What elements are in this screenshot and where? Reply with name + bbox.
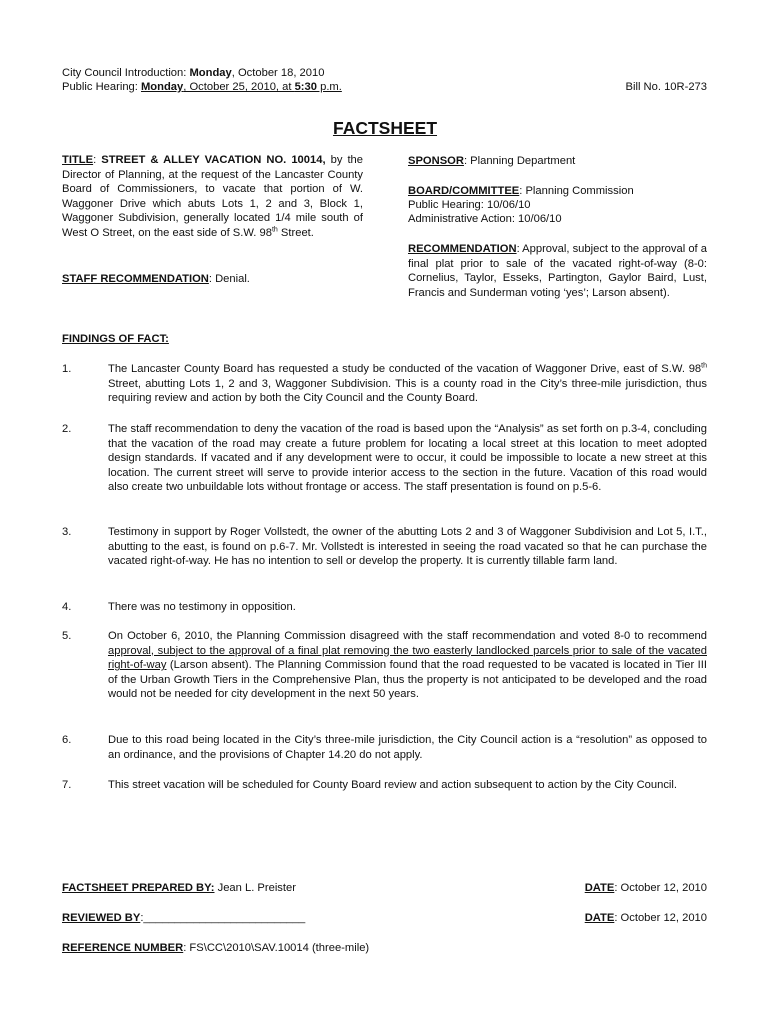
reviewed-by — [62, 911, 482, 926]
intro-day: Monday — [189, 67, 232, 79]
council-introduction-line — [62, 66, 462, 81]
prepared-by-value: Jean L. Preister — [214, 882, 296, 894]
intro-label: City Council Introduction: — [62, 67, 190, 79]
bill-number: Bill No. 10R-273 — [625, 81, 707, 93]
staff-recommendation — [62, 272, 363, 287]
prepared-by — [62, 881, 482, 896]
finding-number: 3. — [62, 526, 72, 538]
recommendation — [408, 242, 707, 300]
public-hearing-date: Public Hearing: 10/06/10 — [408, 199, 531, 211]
administrative-action-date: Administrative Action: 10/06/10 — [408, 213, 562, 225]
title-text-end: Street. — [277, 226, 314, 239]
page-title: FACTSHEET — [332, 118, 438, 138]
reference-number-value: : FS\CC\2010\SAV.10014 (three-mile) — [183, 942, 370, 954]
finding-text: The staff recommendation to deny the vacation of the road is based upon the “Analysis” as set forth on p.3-4, concluding that the vacation of the road may create a future problem for locating a local street at this location to meet adopted design standards. If vacated and if any development were to occur, it could be impossible to locate a new street at this location. The current street will serve to provide interior access to the section in the future. Vacation of this road would also create two unbuildable lots without frontage or access. The staff presentation is found on p.5-6. — [108, 423, 707, 494]
reviewed-by-label: REVIEWED BY — [62, 912, 141, 924]
board-committee — [408, 184, 707, 199]
title-bold: STREET & ALLEY VACATION NO. 10014, — [101, 154, 326, 166]
board-label: BOARD/COMMITTEE — [408, 185, 520, 197]
title-colon: : — [93, 154, 102, 166]
finding-text — [108, 362, 707, 406]
finding-number: 1. — [62, 363, 72, 375]
hearing-day: Monday — [140, 81, 184, 93]
intro-date: , October 18, 2010 — [231, 67, 325, 79]
recommendation-value: : Approval, subject to the approval of a final plat prior to sale of the vacated right-of-way (8-0: Cornelius, Taylor, Esseks, Partington, Gaylor Baird, Lust, Francis and Sunderman voting ‘yes’; Larson absent). — [408, 243, 707, 299]
reviewed-date — [560, 911, 707, 926]
reference-number-label: REFERENCE NUMBER — [62, 942, 184, 954]
finding-1-text-end: Street, abutting Lots 1, 2 and 3, Waggoner Subdivision. This is a county road in the City’s three-mile jurisdiction, thus requiring review and action by both the City Council and the County Board. — [108, 377, 707, 405]
finding-5-text: On October 6, 2010, the Planning Commission disagreed with the staff recommendation and voted 8-0 to recommend — [108, 630, 707, 642]
findings-heading: FINDINGS OF FACT: — [62, 333, 169, 345]
hearing-time: 5:30 — [294, 81, 317, 93]
finding-number: 2. — [62, 423, 72, 435]
staff-recommendation-label: STAFF RECOMMENDATION — [62, 273, 209, 285]
finding-text: There was no testimony in opposition. — [108, 601, 296, 613]
public-hearing-line — [62, 80, 462, 95]
finding-text — [108, 629, 707, 702]
finding-1-sup: th — [701, 362, 707, 370]
title-sup: th — [271, 226, 278, 234]
finding-number: 4. — [62, 601, 72, 613]
finding-5-underlined: approval, subject to the approval of a final plat removing the two easterly landlocked parcels prior to sale of the vacated right-of-way — [108, 644, 707, 672]
prepared-date — [560, 881, 707, 896]
title-text: by the Director of Planning, at the request of the Lancaster County Board of Commissioners, to vacate that portion of W. Waggoner Drive which abuts Lots 1, 2 and 3, Block 1, Waggoner Subdivision, generally located 1/4 mile south of West O Street, on the east side of S.W. 98 — [62, 154, 364, 239]
date-label: DATE — [584, 912, 615, 924]
date-value: : October 12, 2010 — [614, 912, 707, 924]
staff-recommendation-value: : Denial. — [208, 273, 250, 285]
sponsor-label: SPONSOR — [408, 155, 464, 167]
hearing-suffix: p.m. — [316, 81, 342, 93]
recommendation-label: RECOMMENDATION — [408, 243, 517, 255]
reviewed-by-value: :__________________________ — [140, 912, 306, 924]
finding-text: Testimony in support by Roger Vollstedt, the owner of the abutting Lots 2 and 3 of Waggoner Subdivision and Lot 5, I.T., abutting to the east, is found on p.6-7. Mr. Vollstedt is interested in seeing the road vacated so that he can purchase the vacated right-of-way. He has no intention to sell or develop the property. It is currently tillable farm land. — [108, 526, 707, 568]
date-label: DATE — [584, 882, 615, 894]
finding-number: 6. — [62, 734, 72, 746]
finding-1-text: The Lancaster County Board has requested a study be conducted of the vacation of Waggoner Drive, east of S.W. 98 — [108, 363, 702, 375]
finding-text: Due to this road being located in the City’s three-mile jurisdiction, the City Council action is a “resolution” as opposed to an ordinance, and the provisions of Chapter 14.20 do not apply. — [108, 734, 707, 761]
finding-text: This street vacation will be scheduled for County Board review and action subsequent to action by the City Council. — [108, 779, 678, 791]
title-label: TITLE — [62, 154, 94, 166]
reference-number — [62, 941, 562, 956]
finding-5-text-end: (Larson absent). The Planning Commission found that the road requested to be vacated is located in Tier III of the Urban Growth Tiers in the Comprehensive Plan, thus the property is not anticipated to be developed and the road would not be needed for city development in the next 50 years. — [108, 659, 707, 701]
prepared-by-label: FACTSHEET PREPARED BY: — [62, 882, 215, 894]
title-block — [62, 153, 363, 241]
finding-number: 5. — [62, 630, 72, 642]
sponsor — [408, 154, 707, 169]
finding-number: 7. — [62, 779, 72, 791]
date-value: : October 12, 2010 — [614, 882, 707, 894]
hearing-label: Public Hearing: — [62, 81, 141, 93]
board-value: : Planning Commission — [519, 185, 634, 197]
sponsor-value: : Planning Department — [463, 155, 576, 167]
hearing-date: , October 25, 2010, at — [183, 81, 295, 93]
